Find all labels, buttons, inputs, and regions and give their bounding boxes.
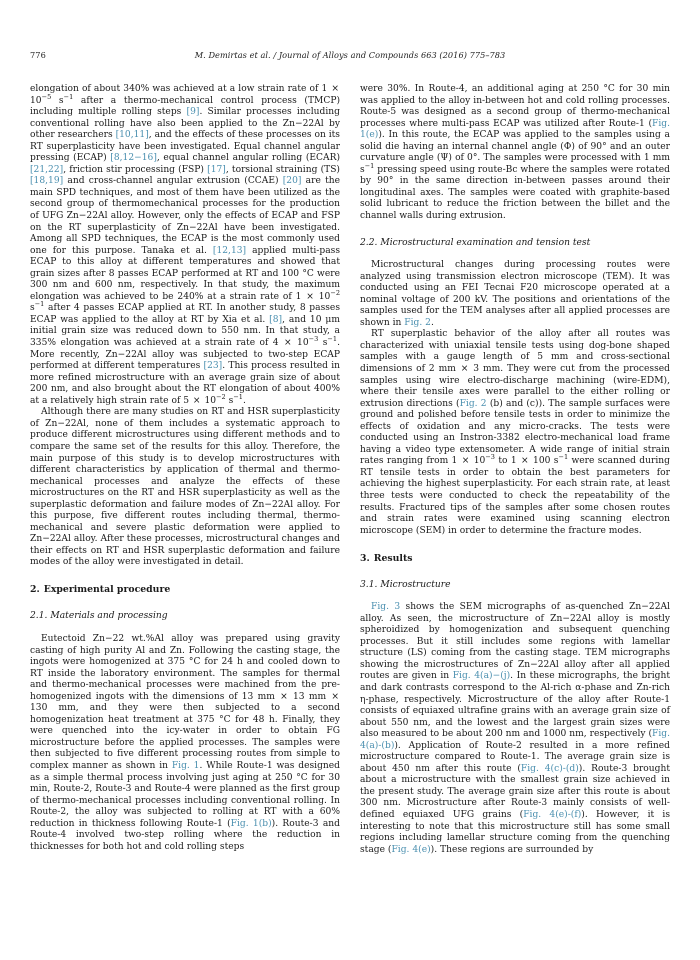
subsection-number: 3.1. bbox=[360, 579, 378, 590]
subsection-number: 2.1. bbox=[30, 611, 48, 622]
subsection-title: Microstructure bbox=[380, 579, 451, 590]
left-column bbox=[30, 84, 340, 853]
paragraph: Microstructural changes during processing routes were analyzed using transmission electron microscope (TEM). It was conducted using an FEI Tecnai F20 microscope operated at a nominal voltage of 200 kV. The positions and orientations of the samples used for the TEM analyses after all applied processes are shown in Fig. 2. bbox=[360, 260, 670, 328]
citation-link[interactable]: Fig. 2 bbox=[459, 398, 487, 409]
subsection-heading-materials bbox=[30, 610, 340, 622]
section-number: 2. bbox=[30, 584, 40, 596]
citation-link[interactable]: Fig. 1(e) bbox=[360, 118, 670, 141]
citation-link[interactable]: [8] bbox=[269, 314, 283, 325]
citation-link[interactable]: [21,22] bbox=[30, 164, 64, 175]
section-title: Results bbox=[373, 552, 413, 564]
paragraph: elongation of about 340% was achieved at a low strain rate of $1 \times 10^{-5}$ $s^{-1}$ after a thermo-mechanical control process (TMCP) including multiple rolling steps [9]. Similar processes including conventional rolling have also been applied to the Zn−22Al by other researchers [10,11], and the effects of these processes on its RT superplasticity have been investigated. Equal channel angular pressing (ECAP) [8,12−16], equal channel angular rolling (ECAR) [21,22], friction stir processing (FSP) [17], torsional straining (TS) [18,19] and cross-channel angular extrusion (CCAE) [20] are the main SPD techniques, and most of them have been utilized as the second group of thermomechanical processes for the production of UFG Zn−22Al alloy. However, only the effects of ECAP and FSP on the RT superplasticity of Zn−22Al have been investigated. Among all SPD techniques, the ECAP is the most commonly used one for this purpose. Tanaka et al. [12,13] applied multi-pass ECAP to this alloy at different temperatures and showed that grain sizes after 8 passes ECAP performed at RT and 100 °C were 300 nm and 600 nm, respectively. In that study, the maximum elongation was achieved to be 240% at a strain rate of $1 \times 10^{-2}$ $s^{-1}$ after 4 passes ECAP applied at RT. In another study, 8 passes ECAP was applied to the alloy at RT by Xia et al. [8], and 10 μm initial grain size was reduced down to 550 nm. In that study, a 335% elongation was achieved at a strain rate of $4 \times 10^{-3}$ $s^{-1}$. More recently, Zn−22Al alloy was subjected to two-step ECAP performed at different temperatures [23]. This process resulted in more refined microstructure with an average grain size of about 200 nm, and also brought about the RT elongation of about 400% at a relatively high strain rate of $5 \times 10^{-2}$ $s^{-1}$. bbox=[30, 84, 341, 406]
subsection-title: Microstructural examination and tension test bbox=[380, 237, 591, 248]
citation-link[interactable]: [17] bbox=[207, 164, 226, 175]
section-title: Experimental procedure bbox=[43, 584, 171, 596]
right-column bbox=[360, 84, 670, 856]
two-column-body bbox=[30, 84, 670, 856]
citation-link[interactable]: Fig. 1(b) bbox=[230, 818, 272, 829]
citation-link[interactable]: Fig. 4(c)-(d) bbox=[520, 763, 579, 774]
subsection-heading-microstructure bbox=[360, 579, 670, 591]
section-heading-experimental bbox=[30, 584, 340, 596]
section-number: 3. bbox=[360, 552, 370, 564]
paragraph: Eutectoid Zn−22 wt.%Al alloy was prepared using gravity casting of high purity Al and Zn. Following the casting stage, the ingots were homogenized at 375 °C for 24 h and cooled down to RT inside the laboratory environment. The samples for thermal and thermo-mechanical processes were machined from the pre-homogenized ingots with the dimensions of 13 mm × 13 mm × 130 mm, and they were then subjected to a second homogenization heat treatment at 375 °C for 48 h. Finally, they were quenched into the icy-water in order to obtain FG microstructure before the applied processes. The samples were then subjected to five different processing routes from simple to complex manner as shown in Fig. 1. While Route-1 was designed as a simple thermal process involving just aging at 250 °C for 30 min, Route-2, Route-3 and Route-4 were planned as the first group of thermo-mechanical processes including conventional rolling. In Route-2, the alloy was subjected to rolling at RT with a 60% reduction in thickness following Route-1 (Fig. 1(b)). Route-3 and Route-4 involved two-step rolling where the reduction in thicknesses for both hot and cold rolling steps bbox=[30, 633, 340, 852]
citation-link[interactable]: [8,12−16] bbox=[110, 153, 157, 164]
citation-link[interactable]: Fig. 1 bbox=[171, 760, 200, 771]
citation-link[interactable]: [9] bbox=[186, 107, 200, 118]
page-number: 776 bbox=[30, 50, 46, 60]
subsection-title: Materials and processing bbox=[50, 611, 168, 622]
citation-link[interactable]: [23] bbox=[203, 361, 223, 372]
citation-link[interactable]: Fig. 3 bbox=[371, 602, 401, 613]
running-head bbox=[30, 50, 670, 66]
citation-link[interactable]: Fig. 4(a)-(b) bbox=[360, 729, 670, 751]
paragraph: Fig. 3 shows the SEM micrographs of as-quenched Zn−22Al alloy. As seen, the microstructure of Zn−22Al alloy is mostly spheroidized by homogenization and subsequent quenching processes. But it still includes some regions with lamellar structure (LS) coming from the casting stage. TEM micrographs showing the microstructures of Zn−22Al alloy after all applied routes are given in Fig. 4(a)−(j). In these micrographs, the bright and dark contrasts correspond to the Al-rich α-phase and Zn-rich η-phase, respectively. Microstructure of the alloy after Route-1 consists of equiaxed ultrafine grains with an average grain size of about 550 nm, and the lowest and the largest grain sizes were also measured to be about 200 nm and 1000 nm, respectively (Fig. 4(a)-(b)). Application of Route-2 resulted in a more refined microstructure compared to Route-1. The average grain size is about 450 nm after this route (Fig. 4(c)-(d)). Route-3 brought about a microstructure with the smallest grain size achieved in the present study. The average grain size after this route is about 300 nm. Microstructure after Route-3 mainly consists of well-defined equiaxed UFG grains (Fig. 4(e)-(f)). However, it is interesting to note that this microstructure still has some small regions including lamellar structure coming from the quenching stage (Fig. 4(e)). These regions are surrounded by bbox=[360, 602, 671, 855]
citation-link[interactable]: [10,11] bbox=[115, 130, 149, 141]
subsection-heading-microstructural-exam bbox=[360, 237, 670, 249]
citation-link[interactable]: [18,19] bbox=[30, 176, 64, 187]
subsection-number: 2.2. bbox=[360, 237, 378, 248]
citation-link[interactable]: Fig. 4(e)-(f) bbox=[523, 810, 582, 821]
citation-link[interactable]: [20] bbox=[282, 176, 302, 187]
paragraph: were 30%. In Route-4, an additional aging at 250 °C for 30 min was applied to the alloy in-between hot and cold rolling processes. Route-5 was designed as a second group of thermo-mechanical processes where multi-pass ECAP was utilized after Route-1 (Fig. 1(e)). In this route, the ECAP was applied to the samples using a solid die having an internal channel angle (Φ) of 90° and an outer curvature angle (Ψ) of 0°. The samples were processed with 1 mm $s^{-1}$ pressing speed using route-Bc where the samples were rotated by 90° in the same direction in-between passes around their longitudinal axes. The samples were coated with graphite-based solid lubricant to reduce the friction between the billet and the channel walls during extrusion. bbox=[360, 84, 670, 222]
section-heading-results bbox=[360, 553, 670, 565]
paragraph: RT superplastic behavior of the alloy after all routes was characterized with uniaxial tensile tests using dog-bone shaped samples with a gauge length of 5 mm and cross-sectional dimensions of 2 mm × 3 mm. They were cut from the processed samples using wire electro-discharge machining (wire-EDM), where their tensile axes were parallel to the either rolling or extrusion directions (Fig. 2 (b) and (c)). The sample surfaces were ground and polished before tensile tests in order to minimize the effects of oxidation and any micro-cracks. The tests were conducted using an Instron-3382 electro-mechanical load frame having a video type extensometer. A wide range of initial strain rates ranging from $1 \times 10^{-3}$ to 1 × 100 $s^{-1}$ were scanned during RT tensile tests in order to obtain the best parameters for achieving the highest superplasticity. For each strain rate, at least three tests were conducted to check the repeatability of the results. Fractured tips of the samples after some chosen routes and strain rates were examined using scanning electron microscope (SEM) in order to determine the fracture modes. bbox=[360, 329, 671, 536]
citation-link[interactable]: Fig. 4(e) bbox=[391, 844, 431, 855]
paragraph: Although there are many studies on RT and HSR superplasticity of Zn−22Al, none of them includes a systematic approach to produce different microstructures using different methods and to compare the same set of the results for this alloy. Therefore, the main purpose of this study is to develop microstructures with different characteristics by application of thermal and thermo-mechanical processes and analyze the effects of these microstructures on the RT and HSR superplasticity as well as the superplastic deformation and failure modes of Zn−22Al alloy. For this purpose, five different routes including thermal, thermo-mechanical and severe plastic deformation were applied to Zn−22Al alloy. After these processes, microstructural changes and their effects on RT and HSR superplastic deformation and failure modes of the alloy were investigated in detail. bbox=[30, 407, 340, 568]
running-title: M. Demirtas et al. / Journal of Alloys and Compounds 663 (2016) 775–783 bbox=[194, 50, 506, 60]
citation-link[interactable]: [12,13] bbox=[212, 245, 247, 256]
citation-link[interactable]: Fig. 2 bbox=[404, 317, 431, 328]
citation-link[interactable]: Fig. 4(a)−(j) bbox=[452, 671, 511, 682]
